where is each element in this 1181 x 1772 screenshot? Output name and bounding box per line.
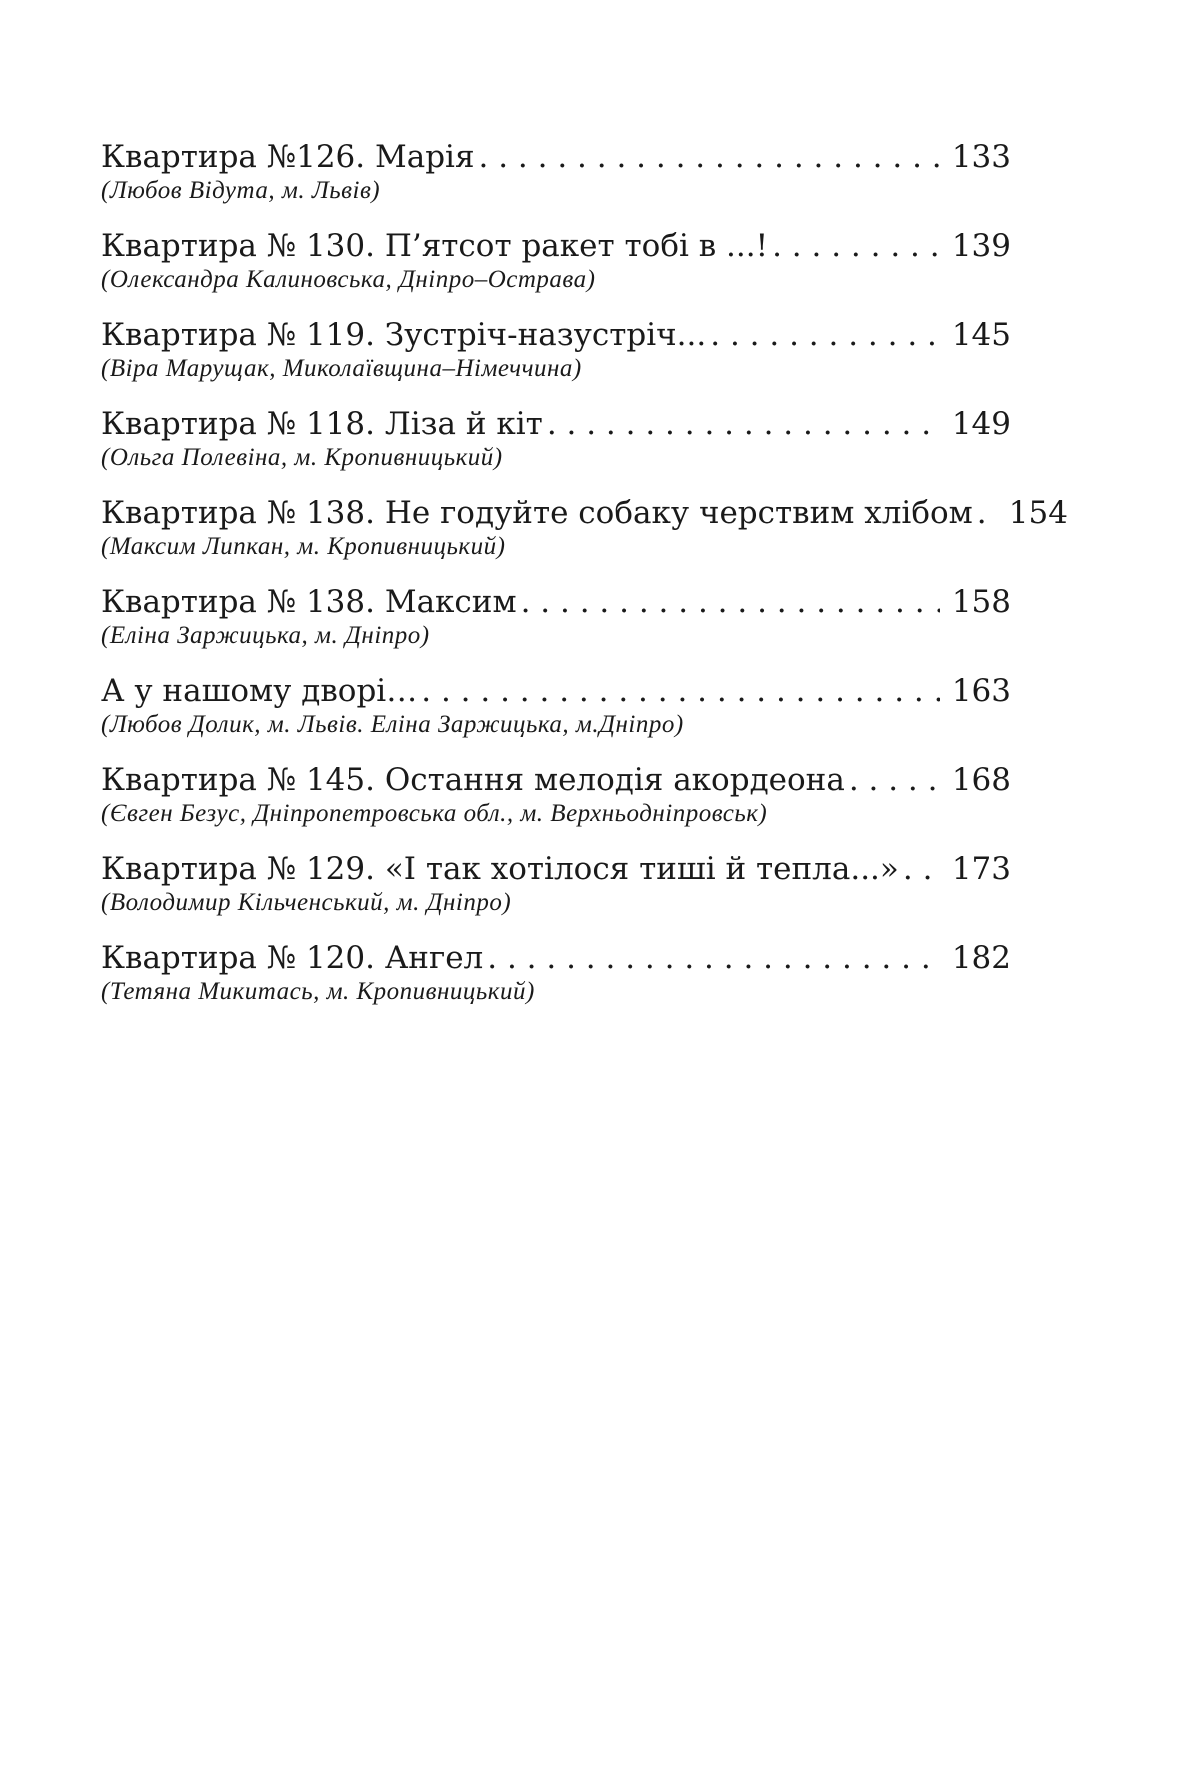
- toc-line: [101, 494, 1068, 532]
- toc-entry-title: Квартира № 120. Ангел: [101, 940, 484, 976]
- table-of-contents: [101, 138, 1068, 1028]
- toc-entry-author: (Ольга Полевіна, м. Кропивницький): [101, 444, 503, 471]
- toc-line: [101, 672, 1011, 710]
- toc-entry-title: Квартира №126. Марія: [101, 139, 475, 175]
- toc-dot-leader: [768, 227, 940, 265]
- toc-entry-author: (Любов Відута, м. Львів): [101, 177, 381, 204]
- toc-line: [101, 761, 1011, 799]
- toc-entry: [101, 761, 1011, 850]
- toc-page-number: 145: [951, 317, 1011, 353]
- toc-entry: [101, 405, 1011, 494]
- toc-line: [101, 405, 1011, 443]
- toc-entry-author: (Любов Долик, м. Львів. Еліна Заржицька, м.Дніпро): [101, 711, 684, 738]
- toc-entry-author: (Тетяна Микитась, м. Кропивницький): [101, 978, 535, 1005]
- toc-line: [101, 316, 1011, 354]
- toc-entry: [101, 939, 1011, 1028]
- toc-entry-author: (Євген Безус, Дніпропетровська обл., м. Верхньодніпровськ): [101, 800, 768, 827]
- toc-entry-title: Квартира № 119. Зустріч-назустріч...: [101, 317, 707, 353]
- toc-entry: [101, 850, 1011, 939]
- toc-page-number: 133: [951, 139, 1011, 175]
- toc-page-number: 163: [951, 673, 1011, 709]
- toc-line: [101, 138, 1011, 176]
- toc-page-number: 158: [951, 584, 1011, 620]
- toc-entry: [101, 583, 1011, 672]
- toc-page-number: 168: [951, 762, 1011, 798]
- toc-entry-title: Квартира № 138. Не годуйте собаку черствим хлібом: [101, 495, 973, 531]
- toc-dot-leader: [417, 672, 940, 710]
- toc-entry: [101, 138, 1011, 227]
- toc-line: [101, 850, 1011, 888]
- toc-entry-author: (Максим Липкан, м. Кропивницький): [101, 533, 506, 560]
- toc-page-number: 154: [1008, 495, 1068, 531]
- toc-dot-leader: [973, 494, 997, 532]
- toc-line: [101, 939, 1011, 977]
- toc-entry-title: Квартира № 129. «І так хотілося тиші й тепла...»: [101, 851, 899, 887]
- toc-entry-title: А у нашому дворі…: [101, 673, 418, 709]
- toc-line: [101, 583, 1011, 621]
- toc-page-number: 139: [951, 228, 1011, 264]
- toc-entry: [101, 316, 1011, 405]
- toc-dot-leader: [899, 850, 940, 888]
- toc-entry-title: Квартира № 130. П’ятсот ракет тобі в ...!: [101, 228, 769, 264]
- toc-dot-leader: [845, 761, 940, 799]
- toc-entry-author: (Олександра Калиновська, Дніпро–Острава): [101, 266, 596, 293]
- toc-page-number: 149: [951, 406, 1011, 442]
- toc-entry-title: Квартира № 118. Ліза й кіт: [101, 406, 543, 442]
- toc-dot-leader: [517, 583, 940, 621]
- toc-dot-leader: [543, 405, 940, 443]
- toc-entry: [101, 227, 1011, 316]
- toc-entry-author: (Віра Марущак, Миколаївщина–Німеччина): [101, 355, 582, 382]
- toc-entry-author: (Володимир Кільченський, м. Дніпро): [101, 889, 512, 916]
- toc-page-number: 182: [951, 940, 1011, 976]
- toc-entry-title: Квартира № 145. Остання мелодія акордеона: [101, 762, 845, 798]
- toc-entry: [101, 672, 1011, 761]
- toc-entry: [101, 494, 1068, 583]
- toc-entry-author: (Еліна Заржицька, м. Дніпро): [101, 622, 430, 649]
- toc-page-number: 173: [951, 851, 1011, 887]
- toc-entry-title: Квартира № 138. Максим: [101, 584, 517, 620]
- toc-dot-leader: [706, 316, 940, 354]
- toc-dot-leader: [483, 939, 940, 977]
- toc-dot-leader: [475, 138, 940, 176]
- toc-line: [101, 227, 1011, 265]
